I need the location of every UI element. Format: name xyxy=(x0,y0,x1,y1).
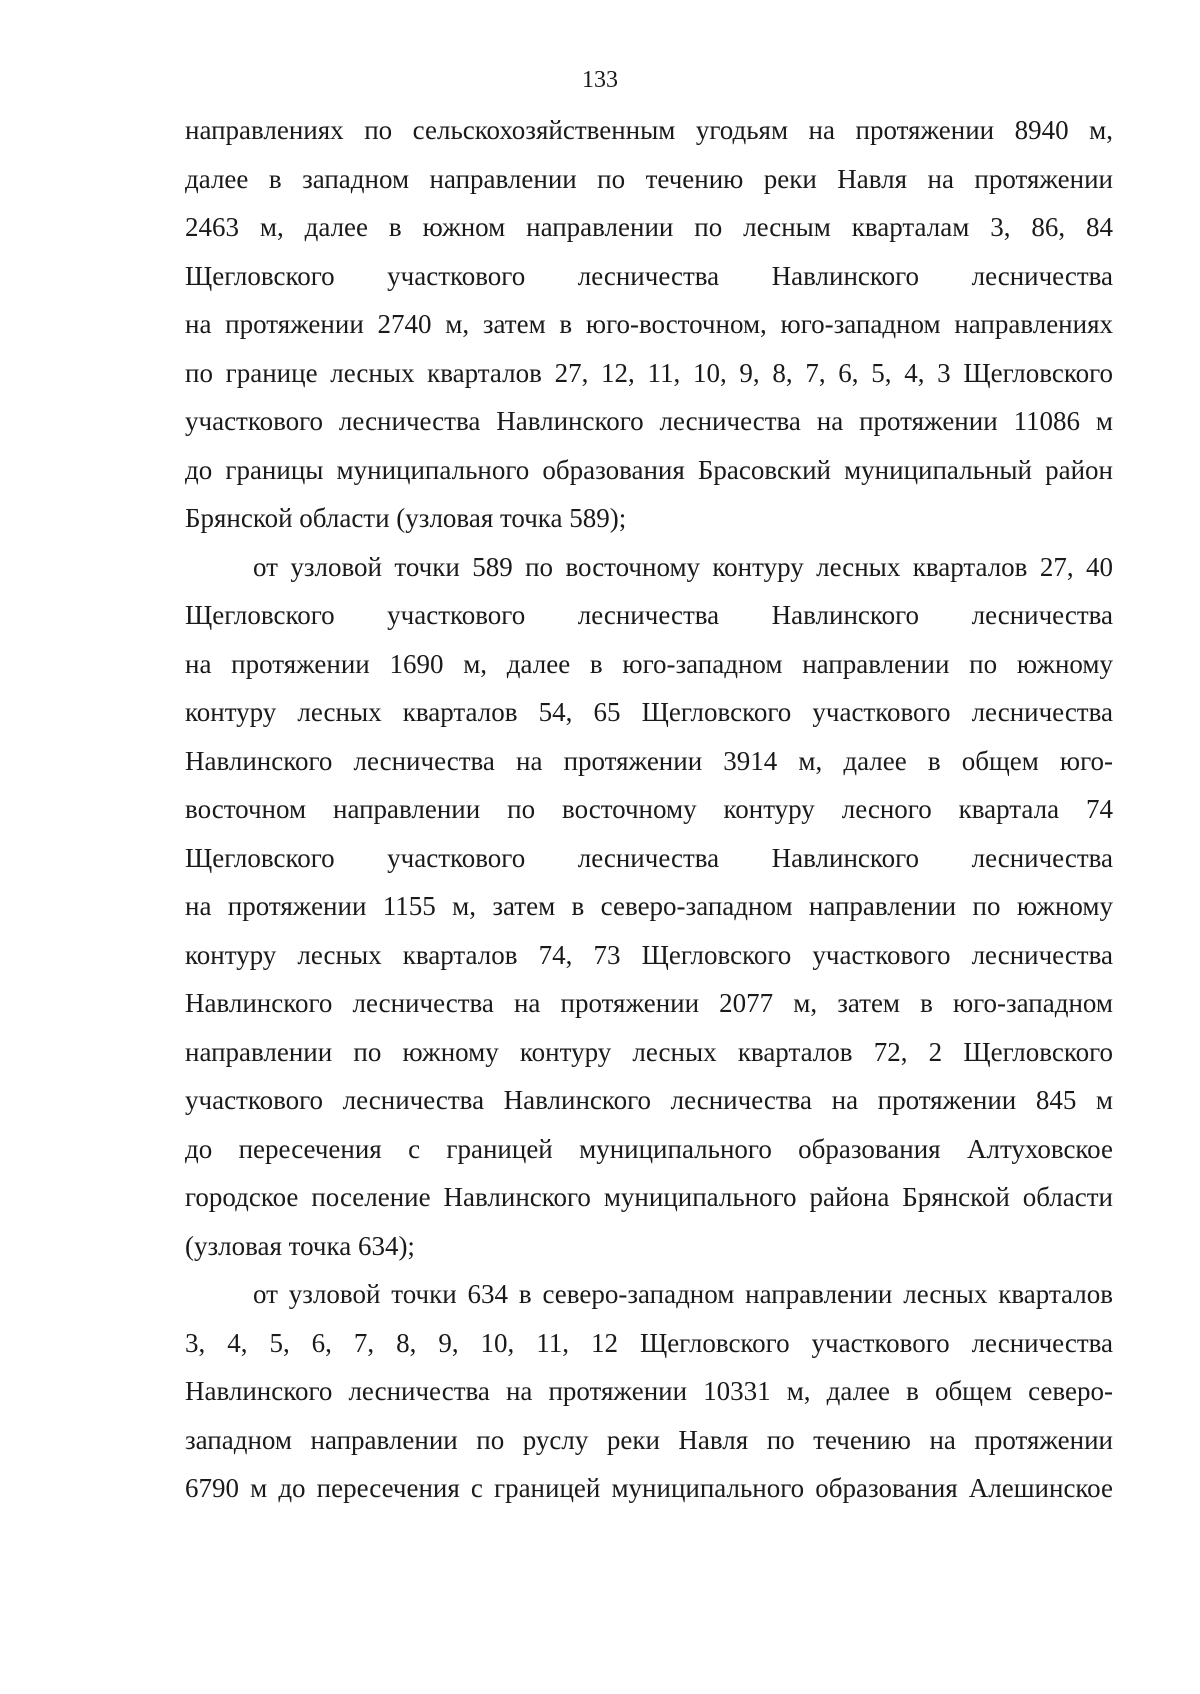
body-text xyxy=(185,106,1113,1513)
text-line: западном направлении по руслу реки Навля по течению на протяжении xyxy=(185,1424,1113,1455)
text-line: на протяжении 1690 м, далее в юго-западном направлении по южному xyxy=(185,648,1113,679)
text-line: участкового лесничества Навлинского лесничества на протяжении 845 м xyxy=(185,1085,1113,1115)
text-line: направлении по южному контуру лесных кварталов 72, 2 Щегловского xyxy=(185,1036,1113,1067)
text-line: Щегловского участкового лесничества Навлинского лесничества xyxy=(185,842,1113,873)
text-line: по границе лесных кварталов 27, 12, 11, 10, 9, 8, 7, 6, 5, 4, 3 Щегловского xyxy=(185,357,1113,388)
text-line: Навлинского лесничества на протяжении 3914 м, далее в общем юго- xyxy=(185,745,1113,776)
text-line: на протяжении 1155 м, затем в северо-западном направлении по южному xyxy=(185,891,1113,921)
text-line: на протяжении 2740 м, затем в юго-восточном, юго-западном направлениях xyxy=(185,309,1113,339)
text-line: (узловая точка 634); xyxy=(185,1230,415,1261)
text-line: далее в западном направлении по течению реки Навля на протяжении xyxy=(185,163,1113,194)
text-line: участкового лесничества Навлинского лесничества на протяжении 11086 м xyxy=(185,406,1113,436)
text-line: Щегловского участкового лесничества Навлинского лесничества xyxy=(185,260,1113,291)
text-line: 3, 4, 5, 6, 7, 8, 9, 10, 11, 12 Щегловского участкового лесничества xyxy=(185,1327,1113,1358)
text-line: Щегловского участкового лесничества Навлинского лесничества xyxy=(185,600,1113,630)
text-line: до пересечения с границей муниципального образования Алтуховское xyxy=(185,1133,1113,1164)
text-line: Навлинского лесничества на протяжении 10331 м, далее в общем северо- xyxy=(185,1376,1113,1406)
text-line: восточном направлении по восточному контуру лесного квартала 74 xyxy=(185,794,1113,824)
text-line: от узловой точки 634 в северо-западном направлении лесных кварталов xyxy=(253,1279,1113,1309)
text-line: направлениях по сельскохозяйственным угодьям на протяжении 8940 м, xyxy=(185,115,1113,145)
text-line: 2463 м, далее в южном направлении по лесным кварталам 3, 86, 84 xyxy=(185,212,1113,242)
text-line: от узловой точки 589 по восточному контуру лесных кварталов 27, 40 xyxy=(253,551,1113,582)
text-line: контуру лесных кварталов 74, 73 Щегловского участкового лесничества xyxy=(185,939,1113,970)
text-line: городское поселение Навлинского муниципального района Брянской области xyxy=(185,1182,1113,1212)
text-line: Брянской области (узловая точка 589); xyxy=(185,503,627,533)
text-line: до границы муниципального образования Брасовский муниципальный район xyxy=(185,454,1113,485)
text-line: 6790 м до пересечения с границей муниципального образования Алешинское xyxy=(185,1473,1113,1503)
text-line: контуру лесных кварталов 54, 65 Щегловского участкового лесничества xyxy=(185,697,1113,727)
text-line: Навлинского лесничества на протяжении 2077 м, затем в юго-западном xyxy=(185,988,1113,1018)
page-number: 133 xyxy=(582,67,618,93)
